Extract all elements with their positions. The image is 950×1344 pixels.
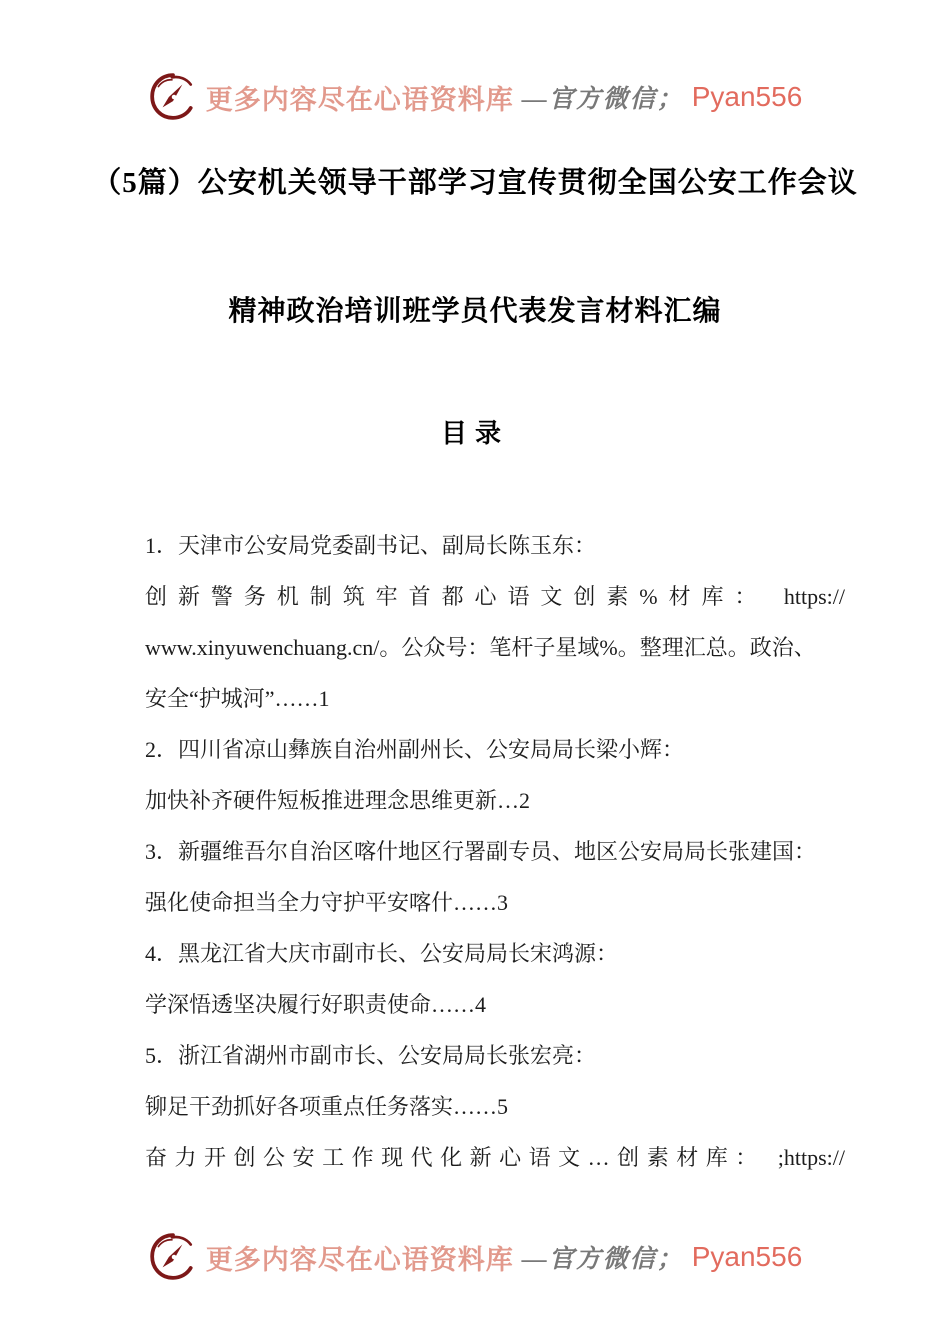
toc-line: 安全“护城河”……1 — [145, 686, 330, 711]
toc-line: 3．新疆维吾尔自治区喀什地区行署副专员、地区公安局局长张建国： — [145, 839, 817, 864]
toc-line: 创新警务机制筑牢首都心语文创素%材库： https:// — [145, 584, 845, 609]
toc-line: 4．黑龙江省大庆市副市长、公安局局长宋鸿源： — [145, 941, 619, 966]
wechat-label: —官方微信； — [521, 86, 684, 113]
toc-line: 学深悟透坚决履行好职责使命……4 — [145, 992, 487, 1017]
toc-list — [145, 520, 845, 1183]
footer-watermark — [0, 1232, 950, 1282]
brand-text: 更多内容尽在心语资料库 — [205, 1244, 514, 1275]
pen-swirl-logo-icon — [148, 72, 198, 122]
wechat-label: —官方微信； — [521, 1246, 684, 1273]
toc-line: 5．浙江省湖州市副市长、公安局局长张宏亮： — [145, 1043, 597, 1068]
toc-line: www.xinyuwenchuang.cn/。公众号：笔杆子星域%。整理汇总。政治、 — [145, 635, 816, 660]
wechat-id: Pyan556 — [691, 81, 803, 112]
toc-heading: 目录 — [440, 419, 509, 448]
document-title-line2: 精神政治培训班学员代表发言材料汇编 — [228, 296, 722, 327]
toc-line: 加快补齐硬件短板推进理念思维更新…2 — [145, 788, 531, 813]
toc-line: 铆足干劲抓好各项重点任务落实……5 — [145, 1094, 509, 1119]
toc-line: 2．四川省凉山彝族自治州副州长、公安局局长梁小辉： — [145, 737, 685, 762]
document-title-line1: （5篇）公安机关领导干部学习宣传贯彻全国公安工作会议 — [92, 167, 858, 199]
wechat-id: Pyan556 — [691, 1241, 803, 1272]
toc-line: 奋力开创公安工作现代化新心语文…创素材库： ;https:// — [145, 1145, 845, 1170]
brand-text: 更多内容尽在心语资料库 — [205, 84, 514, 115]
pen-swirl-logo-icon — [148, 1232, 198, 1282]
toc-line: 1．天津市公安局党委副书记、副局长陈玉东： — [145, 533, 597, 558]
toc-line: 强化使命担当全力守护平安喀什……3 — [145, 890, 509, 915]
header-watermark — [0, 0, 950, 122]
